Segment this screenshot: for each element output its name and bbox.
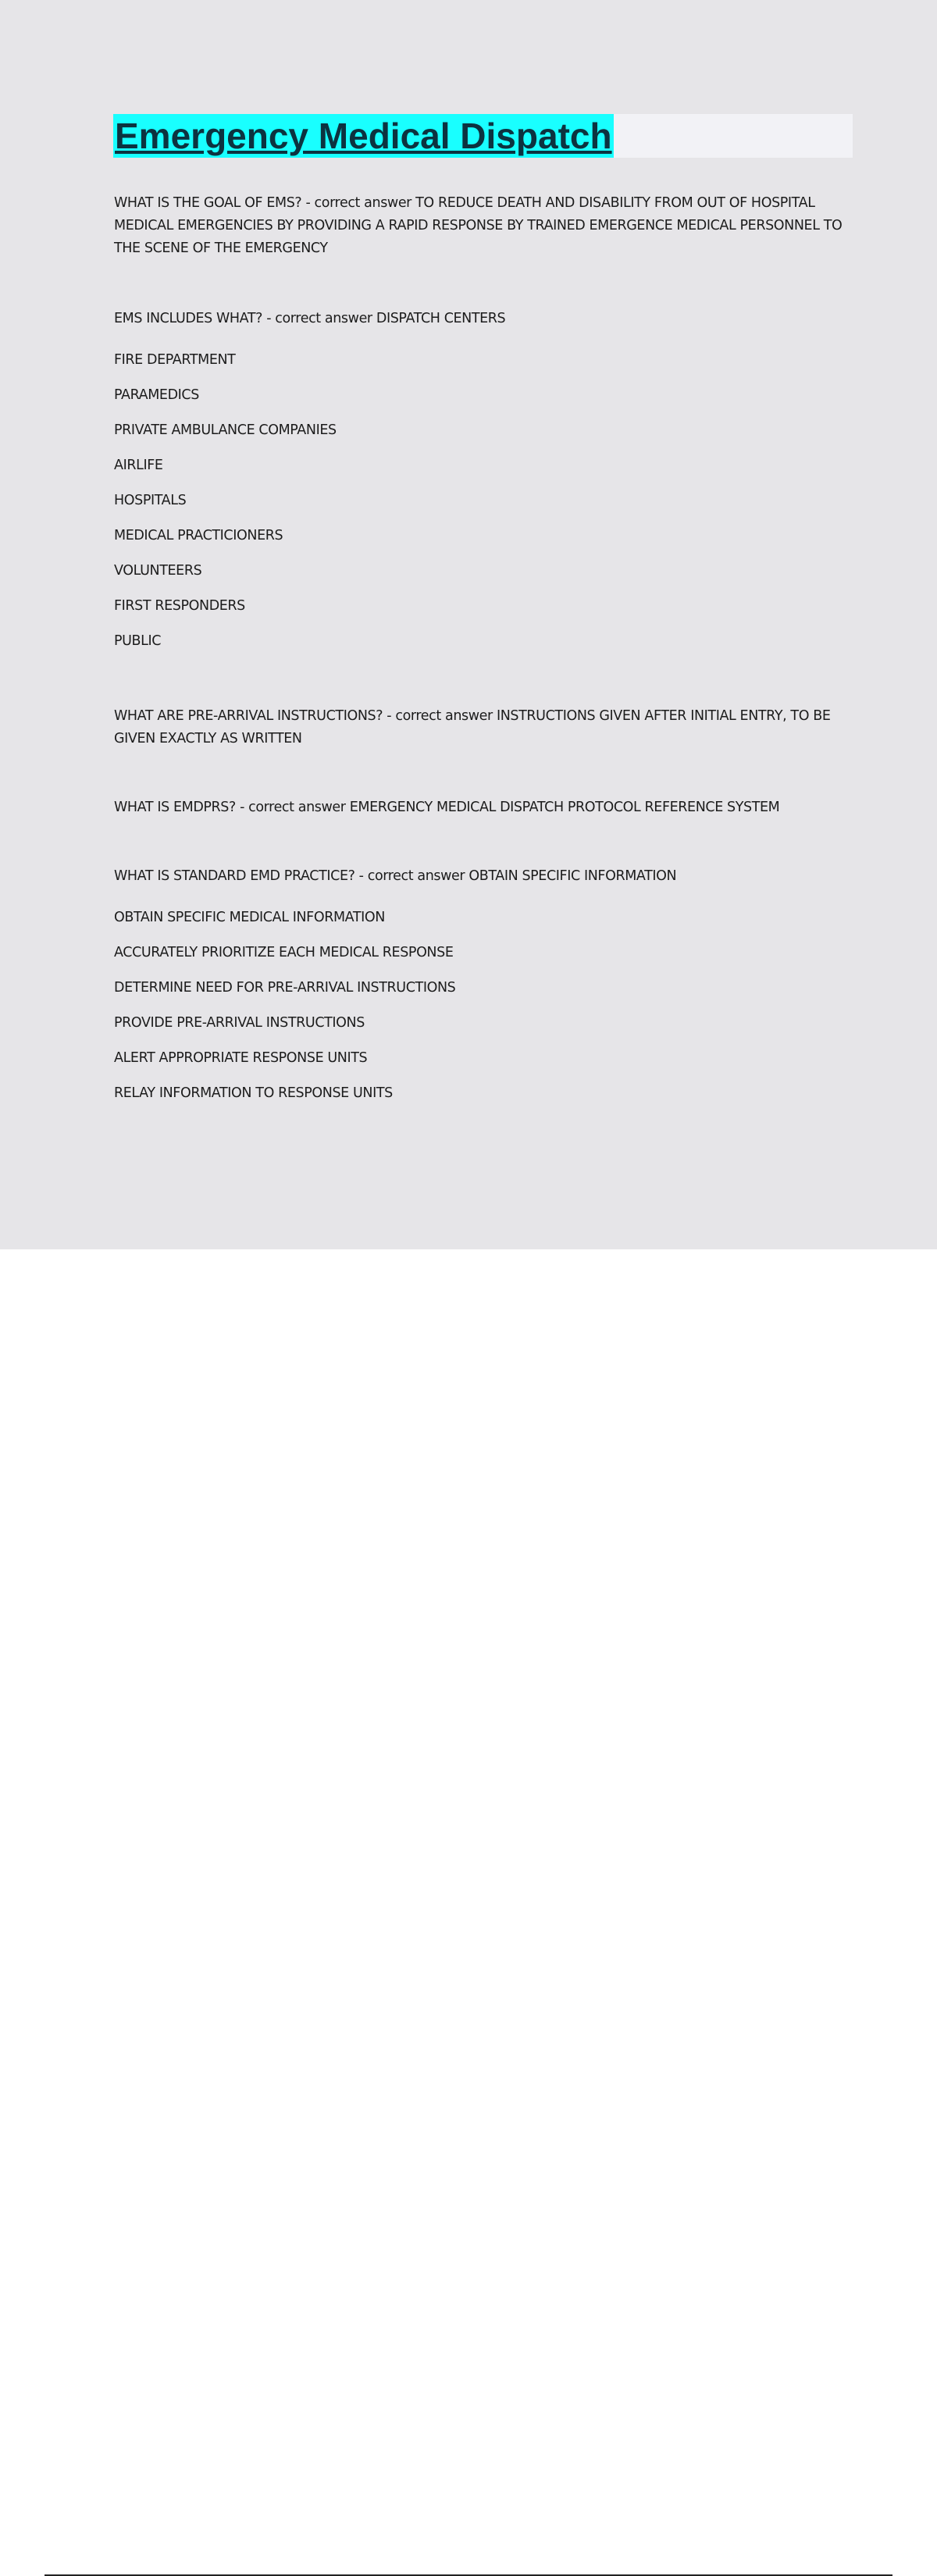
list-item: FIRST RESPONDERS [114,598,245,614]
list-item: PRIVATE AMBULANCE COMPANIES [114,422,337,438]
spacer [114,260,856,308]
list-item: DETERMINE NEED FOR PRE-ARRIVAL INSTRUCTIONS [114,980,456,996]
list-item: WHAT IS STANDARD EMD PRACTICE? - correct answer OBTAIN SPECIFIC INFORMATION [114,868,677,884]
list-item: RELAY INFORMATION TO RESPONSE UNITS [114,1085,393,1101]
qa-pre-arrival-instructions: WHAT ARE PRE-ARRIVAL INSTRUCTIONS? - correct answer INSTRUCTIONS GIVEN AFTER INITIAL ENTRY, TO BE GIVEN EXACTLY AS WRITTEN [114,708,831,746]
spacer [114,750,856,796]
list-item: EMS INCLUDES WHAT? - correct answer DISPATCH CENTERS [114,311,506,326]
list-item: FIRE DEPARTMENT [114,352,236,368]
qa-goal-of-ems: WHAT IS THE GOAL OF EMS? - correct answer TO REDUCE DEATH AND DISABILITY FROM OUT OF HOSPITAL MEDICAL EMERGENCIES BY PROVIDING A RAPID RESPONSE BY TRAINED EMERGENCE MEDICAL PERSONNEL TO THE SCENE OF THE EMERGENCY [114,195,843,256]
qa-ems-includes [114,308,856,659]
spacer [114,659,856,705]
list-item: PARAMEDICS [114,387,199,403]
list-item: OBTAIN SPECIFIC MEDICAL INFORMATION [114,910,385,925]
page-footer-area [0,1249,937,1327]
spacer [114,819,856,865]
list-item: MEDICAL PRACTICIONERS [114,528,283,543]
list-item: ALERT APPROPRIATE RESPONSE UNITS [114,1050,368,1066]
qa-emdprs: WHAT IS EMDPRS? - correct answer EMERGENCY MEDICAL DISPATCH PROTOCOL REFERENCE SYSTEM [114,800,780,815]
document-title: Emergency Medical Dispatch [115,116,612,156]
list-item: VOLUNTEERS [114,563,202,579]
document-page [0,0,937,1249]
qa-standard-emd-practice [114,865,856,1111]
list-item: HOSPITALS [114,493,187,508]
document-body [114,192,856,1111]
list-item: PROVIDE PRE-ARRIVAL INSTRUCTIONS [114,1015,365,1031]
list-item: ACCURATELY PRIORITIZE EACH MEDICAL RESPONSE [114,945,454,960]
list-item: PUBLIC [114,633,162,649]
list-item: AIRLIFE [114,458,163,473]
